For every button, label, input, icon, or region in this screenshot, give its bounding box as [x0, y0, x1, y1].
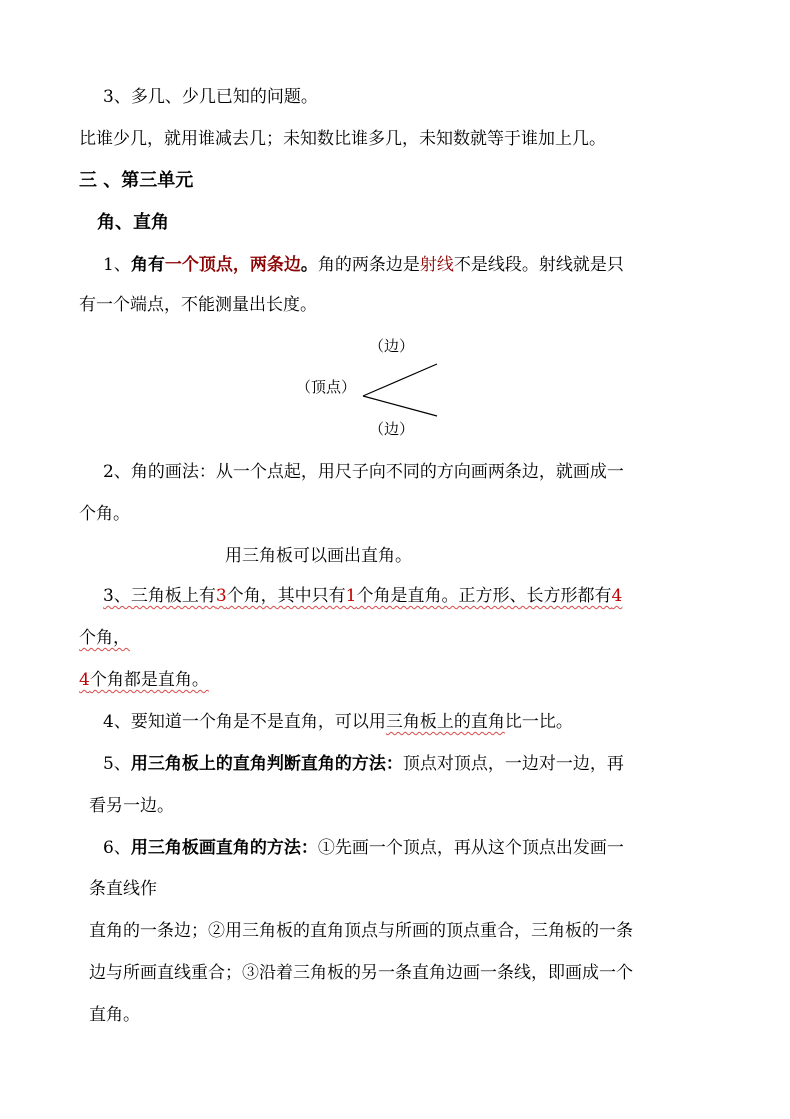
diagram-edge-top-label: （边） — [369, 337, 415, 355]
item-6-line-4: 边与所画直线重合；③沿着三角板的另一条直角边画一条线，即画成一个 — [89, 963, 633, 983]
unit-subheading: 角、直角 — [97, 212, 169, 233]
item-3-text-c: 个角是直角。正方形、长方形都有 — [356, 586, 612, 606]
item-1-text-b: 不是线段。射线就是只 — [453, 255, 624, 275]
item-6-line-1 — [103, 836, 624, 860]
item-3-title: 3、多几、少几已知的问题。 — [103, 87, 318, 107]
item-3-num-1: 3 — [215, 586, 227, 606]
item-1-number: 1、 — [103, 255, 131, 275]
item-5-line-2: 看另一边。 — [89, 796, 174, 816]
item-5-line-1 — [103, 752, 624, 776]
angle-ray-upper — [363, 364, 437, 396]
item-1-red-b: 两条边 — [249, 255, 301, 275]
item-3-line-2 — [79, 626, 130, 650]
angle-ray-lower — [363, 396, 437, 416]
item-2-note: 用三角板可以画出直角。 — [225, 546, 412, 566]
item-2-line-2: 个角。 — [79, 504, 130, 524]
item-3-text-b: 个角，其中只有 — [226, 586, 346, 606]
item-6-line-5: 直角。 — [89, 1005, 140, 1025]
item-3-line-2-text: 个角， — [79, 628, 130, 648]
item-5-text: 顶点对顶点，一边对一边，再 — [402, 754, 624, 774]
item-4 — [103, 710, 573, 734]
item-4-text-c: 比一比。 — [504, 712, 573, 732]
item-4-text-b: 三角板上的直角 — [385, 712, 505, 732]
item-1-line-1 — [103, 253, 624, 277]
diagram-edge-bottom-label: （边） — [369, 420, 415, 438]
item-3-num-2: 1 — [345, 586, 357, 606]
item-6-line-3: 直角的一条边；②用三角板的直角顶点与所画的顶点重合，三角板的一条 — [89, 921, 633, 941]
angle-diagram — [355, 358, 445, 422]
item-3-line-1 — [103, 584, 622, 608]
item-1-bold-b: 顶点， — [198, 255, 250, 275]
item-5-bold: 用三角板上的直角判断直角的方法： — [130, 754, 403, 774]
diagram-vertex-label: （顶点） — [296, 378, 357, 396]
item-1-line-2: 有一个端点，不能测量出长度。 — [79, 295, 317, 315]
item-3-text-a: 3、三角板上有 — [103, 586, 216, 606]
item-6-line-2: 条直线作 — [89, 879, 157, 899]
item-1-bold-a: 角有 — [130, 255, 165, 275]
item-3-num-3: 4 — [611, 586, 623, 606]
item-1-bold-c: 。 — [300, 255, 318, 275]
item-1-text-a: 角的两条边是 — [317, 255, 420, 275]
item-6-bold: 用三角板画直角的方法： — [130, 838, 318, 858]
item-4-text-a: 4、要知道一个角是不是直角，可以用 — [103, 712, 386, 732]
item-3-num-4: 4 — [79, 670, 90, 690]
item-6-text: ①先画一个顶点，再从这个顶点出发画一 — [317, 838, 624, 858]
unit-heading: 三 、第三单元 — [79, 170, 194, 191]
item-2-line-1: 2、角的画法：从一个点起，用尺子向不同的方向画两条边，就画成一 — [103, 462, 624, 482]
item-6-number: 6、 — [103, 838, 131, 858]
item-3-line-3 — [79, 668, 209, 692]
item-1-red-a: 一个 — [164, 255, 199, 275]
item-3-line-3-text: 个角都是直角。 — [89, 670, 209, 690]
item-5-number: 5、 — [103, 754, 131, 774]
item-3-body: 比谁少几，就用谁减去几；未知数比谁多几，未知数就等于谁加上几。 — [79, 129, 606, 149]
item-1-red-c: 射线 — [419, 255, 454, 275]
